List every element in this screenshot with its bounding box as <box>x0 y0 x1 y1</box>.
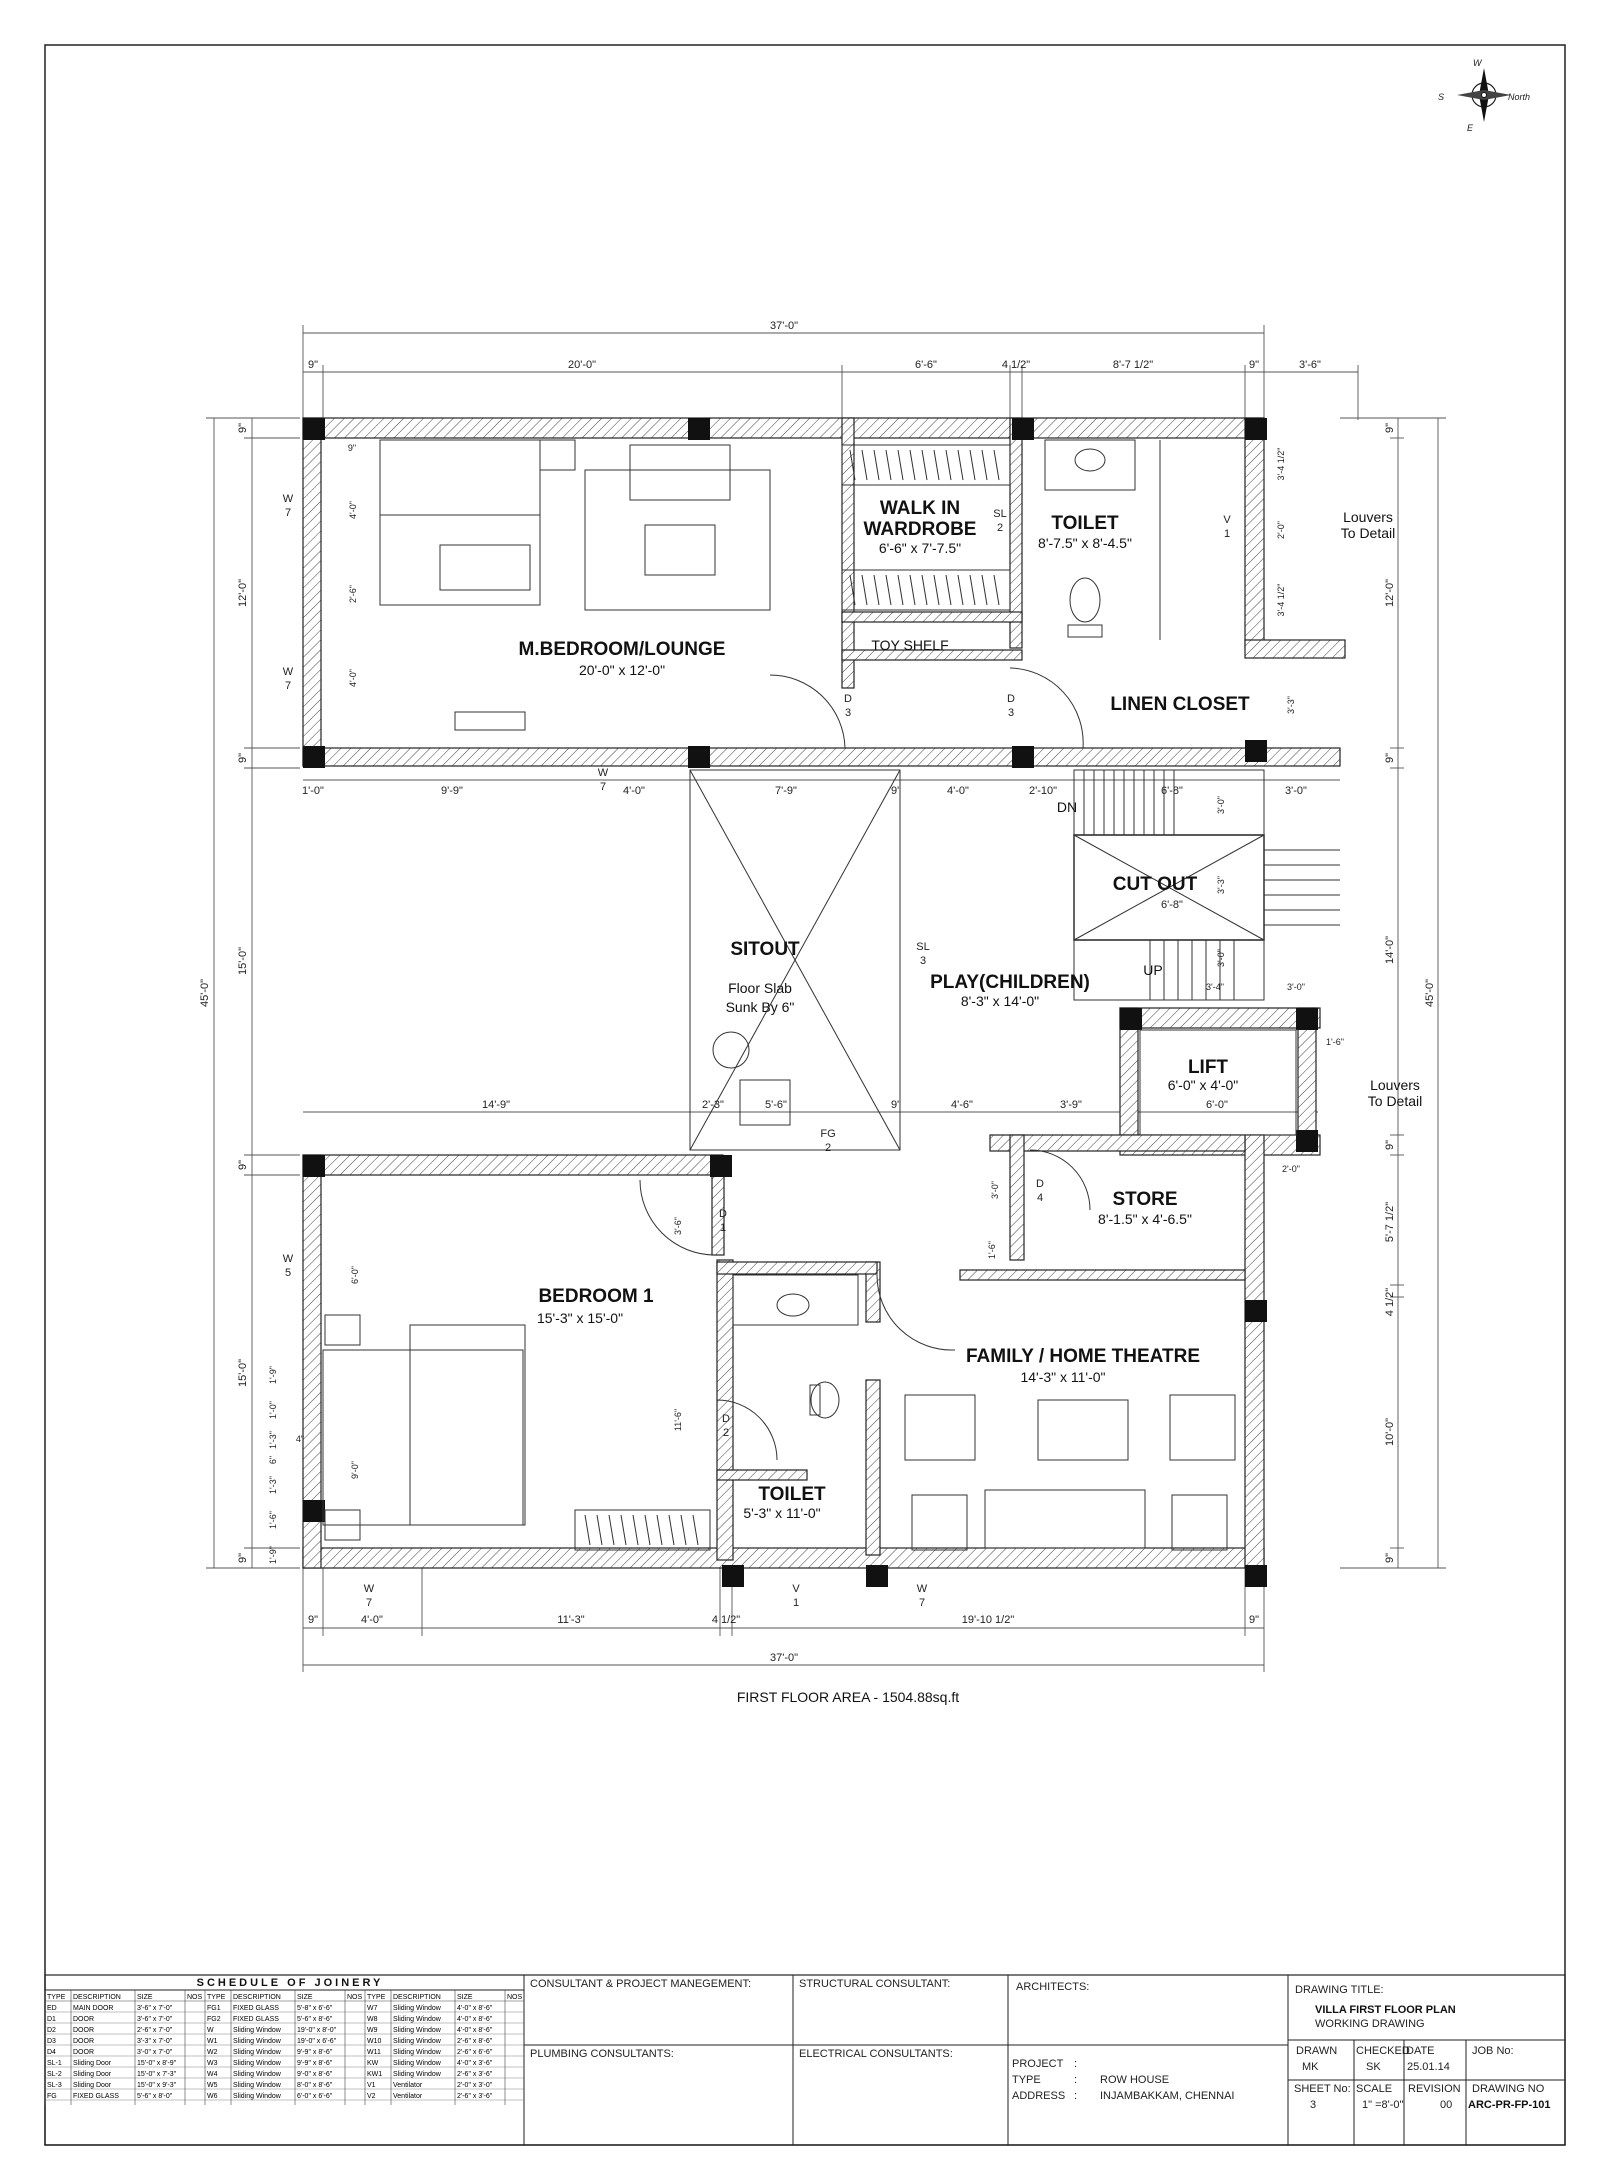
schedule-cell: 2'-6" x 3'-6" <box>457 2071 493 2078</box>
svg-text:DRAWING NO: DRAWING NO <box>1472 2083 1545 2095</box>
schedule-cell: D4 <box>47 2049 56 2056</box>
bedroom1-size: 15'-3" x 15'-0" <box>536 1310 624 1326</box>
stair-up-label: UP <box>1143 962 1163 978</box>
schedule-cell: MAIN DOOR <box>73 2005 114 2012</box>
svg-text:2: 2 <box>824 1142 832 1154</box>
dim-right-i: 9" <box>1384 1552 1396 1564</box>
schedule-cell: SL-3 <box>47 2082 62 2089</box>
bedroom1-bed <box>323 1315 710 1550</box>
svg-text:1'-6": 1'-6" <box>1326 1037 1344 1047</box>
dim-top-a: 9" <box>307 359 319 371</box>
schedule-cell: 4'-0" x 3'-6" <box>457 2060 493 2067</box>
schedule-cell: W1 <box>207 2038 218 2045</box>
svg-text:D: D <box>1007 693 1015 705</box>
dim-left-total: 45'-0" <box>199 978 211 1008</box>
dim-bot-e: 19'-10 1/2" <box>961 1614 1015 1626</box>
schedule-cell: Sliding Door <box>73 2082 112 2089</box>
schedule-cell: 4'-0" x 8'-6" <box>457 2027 493 2034</box>
schedule-cell: W11 <box>367 2049 381 2056</box>
louvers-mid-1: Louvers <box>1370 1077 1420 1093</box>
schedule-cell: 9'-9" x 8'-6" <box>297 2049 333 2056</box>
svg-text:1'-9": 1'-9" <box>268 1366 278 1384</box>
svg-text:3'-4 1/2": 3'-4 1/2" <box>1276 583 1286 617</box>
svg-text:4'-0": 4'-0" <box>623 785 645 797</box>
svg-text:3: 3 <box>844 707 852 719</box>
compass-s: S <box>1438 92 1445 102</box>
dim-left-f: 15'-0" <box>237 1358 249 1388</box>
svg-text:3'-0": 3'-0" <box>1216 949 1226 967</box>
linen-closet-name: LINEN CLOSET <box>1110 694 1250 715</box>
svg-text:CHECKED: CHECKED <box>1356 2045 1410 2057</box>
dim-left-b: 12'-0" <box>237 578 249 608</box>
louvers-mid-2: To Detail <box>1367 1093 1423 1109</box>
schedule-header: NOS <box>507 1994 523 2001</box>
schedule-cell: KW <box>367 2060 379 2067</box>
schedule-cell: 9'-0" x 8'-6" <box>297 2071 333 2078</box>
schedule-cell: FG <box>47 2093 57 2100</box>
svg-text:WORKING DRAWING: WORKING DRAWING <box>1315 2018 1425 2030</box>
svg-text:2'-10": 2'-10" <box>1028 785 1058 797</box>
svg-text:D: D <box>844 693 852 705</box>
master-bedroom-size: 20'-0" x 12'-0" <box>578 662 666 678</box>
svg-text:W: W <box>282 666 294 678</box>
svg-text:SCHEDULE OF JOINERY: SCHEDULE OF JOINERY <box>196 1977 384 1989</box>
schedule-cell: Sliding Window <box>393 2049 441 2056</box>
svg-text:TYPE: TYPE <box>1012 2074 1041 2086</box>
wardrobe-name-1: WALK IN <box>879 498 961 519</box>
toilet-upper-size: 8'-7.5" x 8'-4.5" <box>1038 535 1132 551</box>
svg-text:D: D <box>1036 1178 1044 1190</box>
schedule-cell: Sliding Window <box>233 2060 281 2067</box>
schedule-cell: 3'-3" x 7'-0" <box>137 2038 173 2045</box>
svg-text:SK: SK <box>1366 2061 1381 2073</box>
svg-text:MK: MK <box>1302 2061 1319 2073</box>
schedule-cell: 19'-0" x 8'-0" <box>297 2027 337 2034</box>
schedule-cell: Sliding Window <box>393 2071 441 2078</box>
schedule-cell: Sliding Window <box>233 2027 281 2034</box>
svg-text:V: V <box>1223 514 1231 526</box>
schedule-cell: 2'-6" x 6'-6" <box>457 2049 493 2056</box>
svg-text:9'-9": 9'-9" <box>441 785 463 797</box>
schedule-header: TYPE <box>207 1994 226 2001</box>
schedule-cell: 5'-6" x 8'-6" <box>297 2016 333 2023</box>
svg-text:7'-9": 7'-9" <box>775 785 797 797</box>
svg-text:3'-0": 3'-0" <box>1287 982 1305 992</box>
svg-text:1: 1 <box>719 1222 727 1234</box>
svg-text:3'-9": 3'-9" <box>1060 1099 1082 1111</box>
svg-text:REVISION: REVISION <box>1408 2083 1461 2095</box>
compass-north: North <box>1508 92 1531 102</box>
sitout-note-1: Floor Slab <box>728 980 792 996</box>
floor-area-label: FIRST FLOOR AREA - 1504.88sq.ft <box>736 1689 960 1705</box>
schedule-cell: W10 <box>367 2038 382 2045</box>
schedule-cell: 9'-9" x 8'-6" <box>297 2060 333 2067</box>
svg-text:2'-3": 2'-3" <box>702 1099 724 1111</box>
louvers-top-1: Louvers <box>1343 509 1393 525</box>
svg-text:SL: SL <box>916 941 930 953</box>
schedule-header: SIZE <box>297 1994 313 2001</box>
svg-text:6'-8": 6'-8" <box>1161 785 1183 797</box>
svg-text:PLUMBING CONSULTANTS:: PLUMBING CONSULTANTS: <box>530 2048 674 2060</box>
schedule-cell: Sliding Window <box>393 2005 441 2012</box>
svg-text:3'-3": 3'-3" <box>1216 876 1226 894</box>
svg-text:2'-6": 2'-6" <box>348 585 358 603</box>
sitout-note-2: Sunk By 6" <box>725 999 795 1015</box>
schedule-header: DESCRIPTION <box>73 1994 121 2001</box>
svg-text:SL: SL <box>993 508 1007 520</box>
svg-text:1'-6": 1'-6" <box>268 1511 278 1529</box>
dim-top-f: 9" <box>1248 359 1260 371</box>
svg-text:D: D <box>722 1413 730 1425</box>
dim-bot-c: 11'-3" <box>557 1614 585 1626</box>
svg-text:2'-0": 2'-0" <box>1276 521 1286 539</box>
svg-text:7: 7 <box>599 781 607 793</box>
family-name: FAMILY / HOME THEATRE <box>965 1346 1201 1367</box>
home-theatre-furniture <box>905 1395 1235 1550</box>
dim-top-total: 37'-0" <box>769 320 799 332</box>
dim-left-d: 15'-0" <box>237 946 249 976</box>
svg-text:1'-3": 1'-3" <box>268 1476 278 1494</box>
dim-top-b: 20'-0" <box>567 359 597 371</box>
door-swings <box>640 668 1090 1460</box>
svg-text:ARC-PR-FP-101: ARC-PR-FP-101 <box>1468 2099 1551 2111</box>
dimensions-interior-row2 <box>303 1099 1318 1112</box>
dim-right-a: 9" <box>1384 422 1396 434</box>
schedule-cell: 6'-0" x 6'-6" <box>297 2093 333 2100</box>
svg-text:DATE: DATE <box>1406 2045 1435 2057</box>
svg-text:3: 3 <box>1007 707 1015 719</box>
schedule-cell: W6 <box>207 2093 218 2100</box>
schedule-cell: SL-2 <box>47 2071 62 2078</box>
cut-out-name: CUT OUT <box>1112 874 1198 895</box>
svg-text:W: W <box>916 1583 928 1595</box>
svg-text:4'-6": 4'-6" <box>951 1099 973 1111</box>
svg-text:6": 6" <box>268 1455 278 1465</box>
svg-text:CONSULTANT & PROJECT MANEGEMEN: CONSULTANT & PROJECT MANEGEMENT: <box>530 1978 752 1990</box>
dimensions-top <box>303 320 1358 420</box>
schedule-cell: FIXED GLASS <box>73 2093 119 2100</box>
dim-top-c: 6'-6" <box>915 359 937 371</box>
dimensions-right <box>1340 418 1446 1568</box>
schedule-cell: 3'-0" x 7'-0" <box>137 2049 173 2056</box>
schedule-cell: 19'-0" x 6'-6" <box>297 2038 337 2045</box>
svg-text:3'-4 1/2": 3'-4 1/2" <box>1276 447 1286 481</box>
svg-text:2: 2 <box>996 522 1004 534</box>
lift-size: 6'-0" x 4'-0" <box>1167 1077 1239 1093</box>
lift-name: LIFT <box>1187 1057 1229 1078</box>
svg-text:DRAWING TITLE:: DRAWING TITLE: <box>1295 1984 1384 1996</box>
misc-dims <box>268 443 1344 1564</box>
svg-text:1'-0": 1'-0" <box>268 1401 278 1419</box>
svg-text:3'-3": 3'-3" <box>1286 696 1296 714</box>
svg-text:ADDRESS: ADDRESS <box>1012 2090 1066 2102</box>
svg-text:3'-0": 3'-0" <box>1216 796 1226 814</box>
svg-text:1'-0": 1'-0" <box>302 785 324 797</box>
schedule-cell: 5'-6" x 8'-0" <box>137 2093 173 2100</box>
svg-text:11'-6": 11'-6" <box>673 1408 683 1432</box>
dim-bot-f: 9" <box>1248 1614 1260 1626</box>
schedule-cell: 2'-6" x 3'-6" <box>457 2093 493 2100</box>
schedule-cell: D2 <box>47 2027 56 2034</box>
svg-text:W: W <box>282 1253 294 1265</box>
dim-left-g: 9" <box>237 1552 249 1564</box>
schedule-cell: Ventilator <box>393 2093 423 2100</box>
svg-text:1'-3": 1'-3" <box>268 1431 278 1449</box>
svg-text:4'-0": 4'-0" <box>348 669 358 687</box>
stair-dn-label: DN <box>1056 799 1078 815</box>
svg-text:SHEET No:: SHEET No: <box>1294 2083 1351 2095</box>
svg-text:9'-0": 9'-0" <box>350 1461 360 1479</box>
schedule-header: NOS <box>347 1994 363 2001</box>
svg-text:1'-6": 1'-6" <box>987 1241 997 1259</box>
schedule-cell: Sliding Door <box>73 2071 112 2078</box>
cut-out-dim: 6'-8" <box>1161 899 1183 911</box>
schedule-header: TYPE <box>367 1994 386 2001</box>
toilet-fixtures-lower <box>733 1275 858 1418</box>
svg-text:INJAMBAKKAM, CHENNAI: INJAMBAKKAM, CHENNAI <box>1100 2090 1235 2102</box>
schedule-cell: Sliding Window <box>233 2082 281 2089</box>
svg-text:D: D <box>719 1208 727 1220</box>
dim-top-e: 8'-7 1/2" <box>1112 359 1154 371</box>
svg-text:W: W <box>363 1583 375 1595</box>
schedule-cell: W2 <box>207 2049 218 2056</box>
schedule-cell: ED <box>47 2005 57 2012</box>
svg-text::: : <box>1074 2090 1078 2102</box>
schedule-cell: W3 <box>207 2060 218 2067</box>
compass-icon <box>1438 58 1530 133</box>
schedule-cell: 3'-6" x 7'-0" <box>137 2005 173 2012</box>
family-size: 14'-3" x 11'-0" <box>1020 1369 1106 1385</box>
schedule-cell: KW1 <box>367 2071 383 2078</box>
schedule-cell: V1 <box>367 2082 376 2089</box>
svg-text:7: 7 <box>284 507 292 519</box>
svg-text:DRAWN: DRAWN <box>1296 2045 1338 2057</box>
schedule-cell: Sliding Window <box>233 2071 281 2078</box>
dim-bot-b: 4'-0" <box>361 1614 383 1626</box>
sheet-border <box>45 45 1565 2145</box>
svg-text:W: W <box>282 493 294 505</box>
dim-left-a: 9" <box>237 422 249 434</box>
dim-left-c: 9" <box>237 752 249 764</box>
play-size: 8'-3" x 14'-0" <box>960 993 1040 1009</box>
compass-e: E <box>1467 123 1474 133</box>
schedule-cell: FG2 <box>207 2016 221 2023</box>
schedule-header: TYPE <box>47 1994 66 2001</box>
louvers-top-2: To Detail <box>1340 525 1396 541</box>
play-name: PLAY(CHILDREN) <box>930 972 1090 993</box>
dim-right-h: 10'-0" <box>1384 1417 1396 1447</box>
schedule-cell: Sliding Door <box>73 2060 112 2067</box>
schedule-cell: 2'-6" x 8'-6" <box>457 2038 493 2045</box>
schedule-cell: SL-1 <box>47 2060 62 2067</box>
svg-text:4'-0": 4'-0" <box>348 501 358 519</box>
svg-text:3'-4": 3'-4" <box>1206 982 1224 992</box>
opening-tags <box>283 493 1232 1609</box>
schedule-cell: Sliding Window <box>393 2027 441 2034</box>
schedule-of-joinery <box>45 1977 524 2105</box>
svg-text:STRUCTURAL CONSULTANT:: STRUCTURAL CONSULTANT: <box>799 1978 951 1990</box>
svg-text:2'-0": 2'-0" <box>1282 1164 1300 1174</box>
schedule-cell: 15'-0" x 7'-3" <box>137 2071 177 2078</box>
svg-text:FG: FG <box>820 1128 836 1140</box>
svg-text:2: 2 <box>722 1427 730 1439</box>
schedule-cell: FIXED GLASS <box>233 2005 279 2012</box>
compass-w: W <box>1473 58 1482 68</box>
svg-text:3'-0": 3'-0" <box>990 1181 1000 1199</box>
svg-text:JOB No:: JOB No: <box>1472 2045 1514 2057</box>
toy-shelf-label: TOY SHELF <box>871 637 949 653</box>
svg-text:4: 4 <box>1036 1192 1044 1204</box>
lounge-sofa <box>455 445 770 730</box>
svg-text:VILLA FIRST FLOOR PLAN: VILLA FIRST FLOOR PLAN <box>1315 2004 1456 2016</box>
svg-text:5: 5 <box>284 1267 292 1279</box>
sitout-area <box>690 770 900 1150</box>
schedule-cell: W5 <box>207 2082 218 2089</box>
dim-top-g: 3'-6" <box>1299 359 1321 371</box>
svg-text:7: 7 <box>284 680 292 692</box>
dimensions-bottom <box>303 1565 1264 1672</box>
schedule-cell: Ventilator <box>393 2082 423 2089</box>
svg-text:00: 00 <box>1440 2099 1453 2111</box>
schedule-cell: W8 <box>367 2016 378 2023</box>
schedule-cell: 2'-0" x 3'-0" <box>457 2082 493 2089</box>
svg-text:V: V <box>792 1583 800 1595</box>
schedule-cell: DOOR <box>73 2016 94 2023</box>
store-size: 8'-1.5" x 4'-6.5" <box>1098 1211 1192 1227</box>
schedule-cell: 4'-0" x 8'-6" <box>457 2016 493 2023</box>
dim-right-b: 12'-0" <box>1384 578 1396 608</box>
dim-bot-a: 9" <box>307 1614 319 1626</box>
dim-bot-d: 4 1/2" <box>711 1614 741 1626</box>
schedule-header: NOS <box>187 1994 203 2001</box>
schedule-cell: Sliding Window <box>233 2038 281 2045</box>
schedule-cell: 4'-0" x 8'-6" <box>457 2005 493 2012</box>
dim-right-e: 9" <box>1384 1139 1396 1151</box>
dim-right-d: 14'-0" <box>1384 935 1396 965</box>
toilet-upper-name: TOILET <box>1051 513 1119 534</box>
schedule-cell: D1 <box>47 2016 56 2023</box>
schedule-cell: Sliding Window <box>233 2093 281 2100</box>
svg-text:1: 1 <box>792 1597 800 1609</box>
schedule-cell: 3'-6" x 7'-0" <box>137 2016 173 2023</box>
schedule-cell: 2'-6" x 7'-0" <box>137 2027 173 2034</box>
schedule-cell: FIXED GLASS <box>233 2016 279 2023</box>
svg-text:PROJECT: PROJECT <box>1012 2058 1064 2070</box>
svg-text:ELECTRICAL CONSULTANTS:: ELECTRICAL CONSULTANTS: <box>799 2048 953 2060</box>
schedule-cell: DOOR <box>73 2027 94 2034</box>
svg-text:SCALE: SCALE <box>1356 2083 1393 2095</box>
schedule-cell: Sliding Window <box>393 2060 441 2067</box>
store-name: STORE <box>1112 1189 1178 1210</box>
svg-text:5'-6": 5'-6" <box>765 1099 787 1111</box>
schedule-header: DESCRIPTION <box>393 1994 441 2001</box>
svg-text:ROW HOUSE: ROW HOUSE <box>1100 2074 1170 2086</box>
bedroom1-name: BEDROOM 1 <box>538 1286 654 1307</box>
svg-text:9": 9" <box>890 785 902 797</box>
svg-text:3'-0": 3'-0" <box>1285 785 1307 797</box>
svg-text:3: 3 <box>919 955 927 967</box>
schedule-cell: Sliding Window <box>233 2049 281 2056</box>
svg-text:1'-9": 1'-9" <box>268 1546 278 1564</box>
svg-text:7: 7 <box>918 1597 926 1609</box>
dim-top-d: 4 1/2" <box>1001 359 1031 371</box>
svg-text::: : <box>1074 2058 1078 2070</box>
svg-text:ARCHITECTS:: ARCHITECTS: <box>1016 1981 1090 1993</box>
dim-bot-total: 37'-0" <box>769 1652 799 1664</box>
svg-text:3'-6": 3'-6" <box>673 1217 683 1235</box>
toilet-lower-name: TOILET <box>758 1484 826 1505</box>
svg-text:14'-9": 14'-9" <box>481 1099 511 1111</box>
schedule-cell: Sliding Window <box>393 2016 441 2023</box>
schedule-cell: 5'-8" x 6'-6" <box>297 2005 333 2012</box>
dim-right-total: 45'-0" <box>1424 978 1436 1008</box>
schedule-cell: FG1 <box>207 2005 221 2012</box>
schedule-cell: D3 <box>47 2038 56 2045</box>
svg-text:3: 3 <box>1310 2099 1317 2111</box>
dimensions-left <box>199 418 300 1568</box>
wardrobe-size: 6'-6" x 7'-7.5" <box>878 540 962 556</box>
sitout-name: SITOUT <box>730 939 800 960</box>
schedule-cell: 8'-0" x 8'-6" <box>297 2082 333 2089</box>
svg-text:1: 1 <box>1223 528 1231 540</box>
svg-text:4": 4" <box>295 1434 305 1444</box>
toilet-lower-size: 5'-3" x 11'-0" <box>743 1505 821 1521</box>
dim-right-g: 4 1/2" <box>1384 1287 1396 1317</box>
dim-right-c: 9" <box>1384 752 1396 764</box>
schedule-cell: DOOR <box>73 2049 94 2056</box>
schedule-cell: 15'-0" x 8'-9" <box>137 2060 177 2067</box>
svg-text:6'-0": 6'-0" <box>1206 1099 1228 1111</box>
schedule-header: SIZE <box>457 1994 473 2001</box>
dimensions-interior-row1 <box>302 780 1340 797</box>
svg-text:W: W <box>597 767 609 779</box>
dim-right-f: 5'-7 1/2" <box>1384 1201 1396 1243</box>
master-bed <box>380 440 575 605</box>
dim-left-e: 9" <box>237 1159 249 1171</box>
svg-text:4'-0": 4'-0" <box>947 785 969 797</box>
schedule-cell: DOOR <box>73 2038 94 2045</box>
schedule-cell: 15'-0" x 9'-3" <box>137 2082 177 2089</box>
schedule-cell: Sliding Window <box>393 2038 441 2045</box>
schedule-cell: W9 <box>367 2027 378 2034</box>
svg-text:1" =8'-0": 1" =8'-0" <box>1362 2099 1404 2111</box>
schedule-header: SIZE <box>137 1994 153 2001</box>
schedule-cell: W <box>207 2027 214 2034</box>
schedule-header: DESCRIPTION <box>233 1994 281 2001</box>
svg-text:25.01.14: 25.01.14 <box>1407 2061 1450 2073</box>
schedule-cell: V2 <box>367 2093 376 2100</box>
svg-text::: : <box>1074 2074 1078 2086</box>
svg-text:6'-0": 6'-0" <box>350 1266 360 1284</box>
wardrobe-name-2: WARDROBE <box>863 519 977 540</box>
schedule-cell: W7 <box>367 2005 378 2012</box>
schedule-cell: W4 <box>207 2071 218 2078</box>
svg-text:9": 9" <box>890 1099 902 1111</box>
master-bedroom-name: M.BEDROOM/LOUNGE <box>518 639 726 660</box>
svg-text:7: 7 <box>365 1597 373 1609</box>
svg-text:9": 9" <box>347 443 357 453</box>
